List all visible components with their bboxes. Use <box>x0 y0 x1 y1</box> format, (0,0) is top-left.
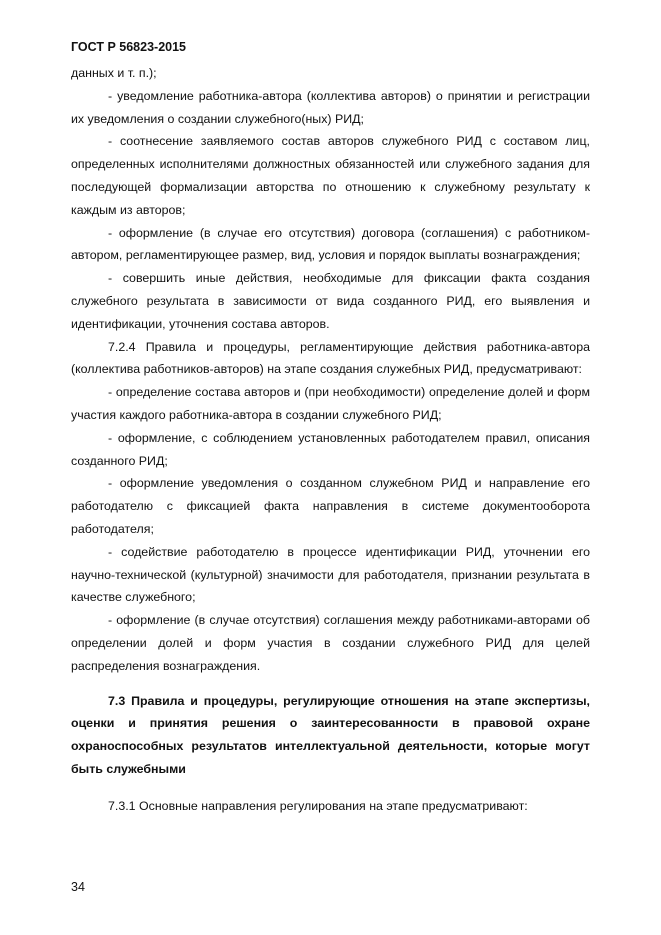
paragraph: 7.2.4 Правила и процедуры, регламентирующие действия работника-автора (коллектива работников-авторов) на этапе создания служебных РИД, предусматривают: <box>71 339 590 377</box>
section-heading: 7.3 Правила и процедуры, регулирующие отношения на этапе экспертизы, оценки и принятия решения о заинтересованности в правовой охране охраноспособных результатов интеллектуальной деятельности, которые могут быть служебными <box>71 693 590 776</box>
page-number: 34 <box>71 880 85 894</box>
paragraph: - оформление (в случае его отсутствия) договора (соглашения) с работником-автором, регламентирующее размер, вид, условия и порядок выплаты вознаграждения; <box>71 225 590 263</box>
paragraph: - оформление уведомления о созданном служебном РИД и направление его работодателю с фиксацией факта направления в системе документооборота работодателя; <box>71 476 590 536</box>
paragraph: - оформление, с соблюдением установленных работодателем правил, описания созданного РИД; <box>71 430 590 468</box>
page-body <box>71 62 590 818</box>
paragraph: - определение состава авторов и (при необходимости) определение долей и форм участия каждого работника-автора в создании служебного РИД; <box>71 385 590 422</box>
paragraph: - содействие работодателю в процессе идентификации РИД, уточнении его научно-технической (культурной) значимости для работодателя, признании результата в качестве служебного; <box>71 544 590 605</box>
document-header: ГОСТ Р 56823-2015 <box>71 40 187 54</box>
paragraph: - оформление (в случае отсутствия) соглашения между работниками-авторами об определении долей и форм участия в создании служебного РИД для целей распределения вознаграждения. <box>71 613 590 673</box>
paragraph: - совершить иные действия, необходимые для фиксации факта создания служебного результата в зависимости от вида созданного РИД, его выявления и идентификации, уточнения состава авторов. <box>71 271 590 331</box>
paragraph: - уведомление работника-автора (коллектива авторов) о принятии и регистрации их уведомления о создании служебного(ных) РИД; <box>71 88 590 126</box>
paragraph: данных и т. п.); <box>71 66 157 80</box>
paragraph: - соотнесение заявляемого состав авторов служебного РИД с составом лиц, определенных исполнителями должностных обязанностей или служебного задания для последующей формализации авторства по отношению к служебному результату к каждым из авторов; <box>71 134 590 217</box>
paragraph: 7.3.1 Основные направления регулирования на этапе предусматривают: <box>108 798 528 813</box>
